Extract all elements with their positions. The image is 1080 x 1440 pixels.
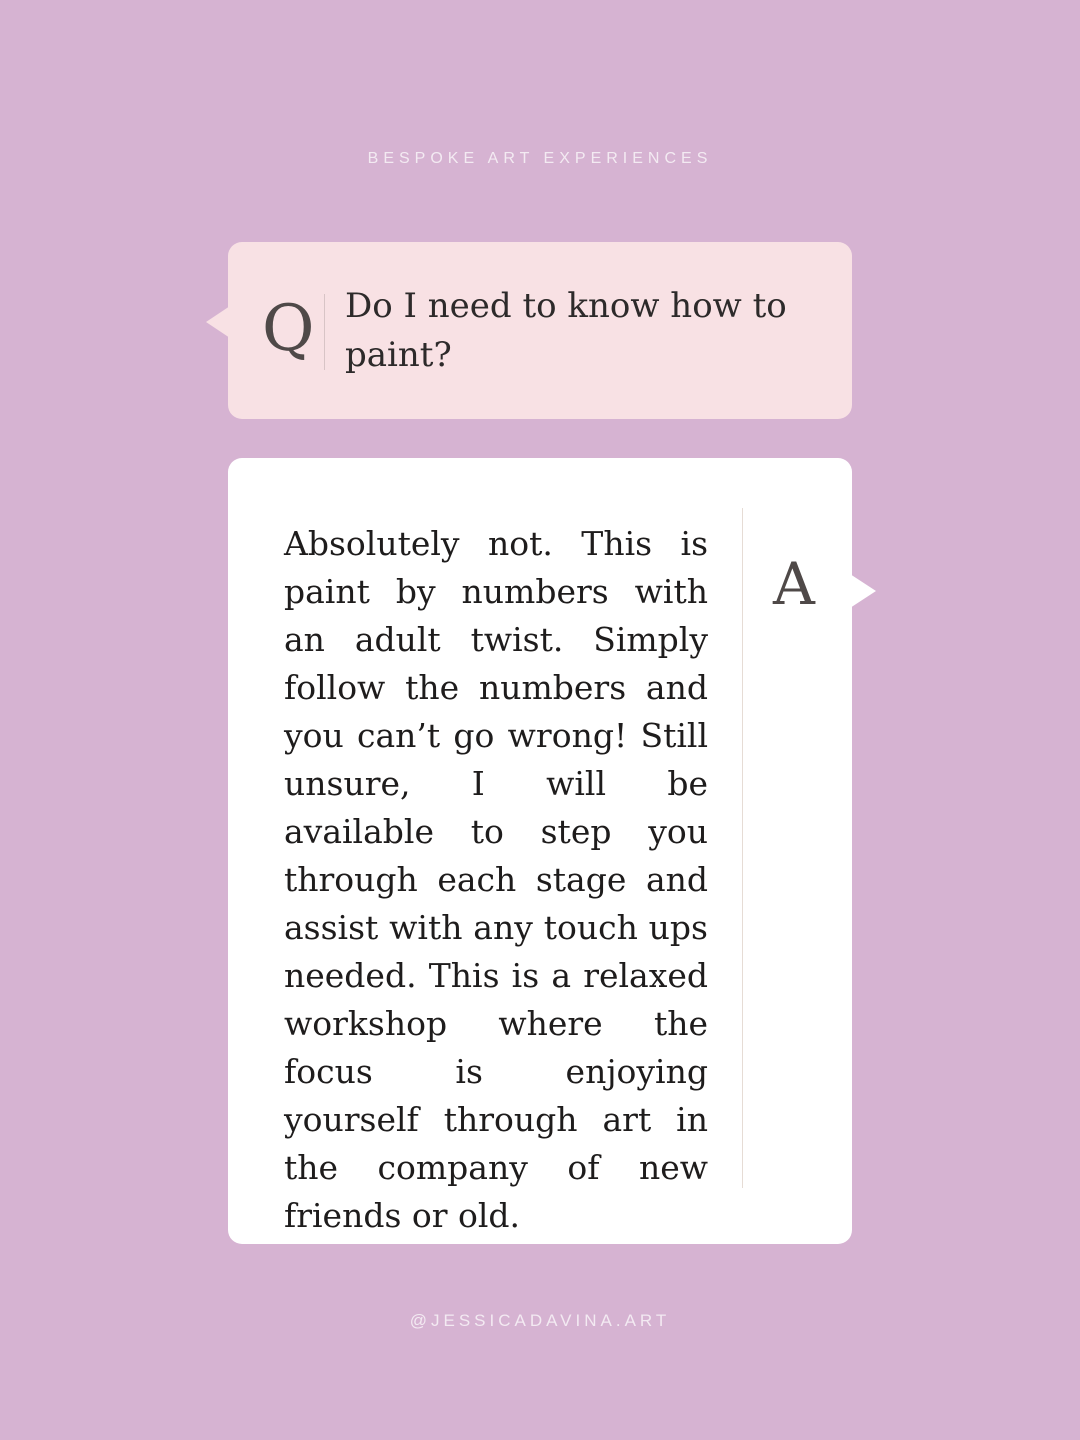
footer-handle[interactable]: @JESSICADAVINA.ART — [409, 1311, 671, 1330]
question-letter: Q — [262, 292, 315, 366]
question-divider — [324, 294, 325, 370]
question-card — [228, 242, 852, 419]
question-bubble-tail — [206, 306, 230, 338]
answer-divider — [742, 508, 743, 1188]
question-text: Do I need to know how to paint? — [345, 286, 787, 375]
answer-text: Absolutely not. This is paint by numbers with an adult twist. Simply follow the numbers and you can’t go wrong! Still unsure, I will be available to step you through each stage and assist with any touch ups needed. This is a relaxed workshop where the focus is enjoying yourself through art in the company of new friends or old. — [284, 524, 708, 1235]
header-tagline: BESPOKE ART EXPERIENCES — [367, 150, 713, 167]
answer-bubble-tail — [850, 574, 876, 608]
answer-card — [228, 458, 852, 1244]
answer-letter: A — [773, 550, 815, 618]
